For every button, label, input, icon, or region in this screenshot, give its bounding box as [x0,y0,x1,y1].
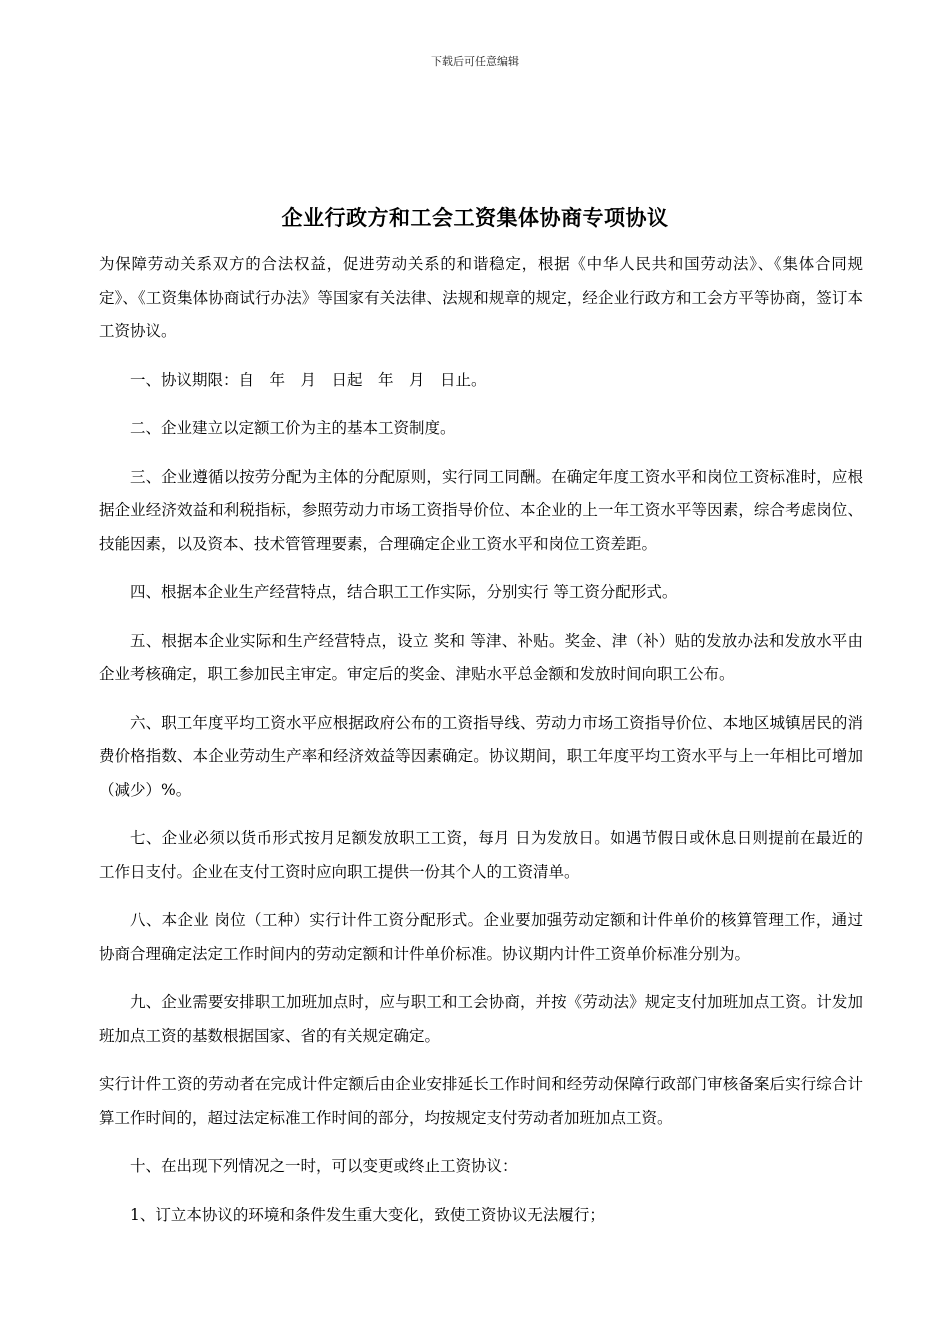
document-title: 企业行政方和工会工资集体协商专项协议 [281,205,669,230]
page-header: 下载后可任意编辑 [431,55,519,68]
paragraph-change-termination: 十、在出现下列情况之一时，可以变更或终止工资协议： [130,1157,518,1175]
paragraph-overtime: 九、企业需要安排职工加班加点时，应与职工和工会协商，并按《劳动法》规定支付加班加点工资。计发加班加点工资的基数根据国家、省的有关规定确定。 [99,993,863,1045]
paragraph-wage-forms: 四、根据本企业生产经营特点，结合职工工作实际，分别实行 等工资分配形式。 [130,583,678,601]
paragraph-distribution-principle: 三、企业遵循以按劳分配为主体的分配原则，实行同工同酬。在确定年度工资水平和岗位工资标准时，应根据企业经济效益和利税指标，参照劳动力市场工资指导价位、本企业的上一年工资水平等因素，综合考虑岗位、技能因素，以及资本、技术管管理要素，合理确定企业工资水平和岗位工资差距。 [99,467,863,553]
paragraph-term: 一、协议期限：自 年 月 日起 年 月 日止。 [130,370,487,389]
paragraph-condition-1: 1、订立本协议的环境和条件发生重大变化，致使工资协议无法履行； [130,1205,605,1224]
paragraph-preamble: 为保障劳动关系双方的合法权益，促进劳动关系的和谐稳定，根据《中华人民共和国劳动法》、《集体合同规定》、《工资集体协商试行办法》等国家有关法律、法规和规章的规定，经企业行政方和工会方平等协商，签订本工资协议。 [99,255,863,340]
paragraph-piece-rate-overtime: 实行计件工资的劳动者在完成计件定额后由企业安排延长工作时间和经劳动保障行政部门审核备案后实行综合计算工作时间的，超过法定标准工作时间的部分，均按规定支付劳动者加班加点工资。 [99,1075,863,1127]
paragraph-wage-system: 二、企业建立以定额工价为主的基本工资制度。 [130,419,456,437]
paragraph-piece-rate: 八、本企业 岗位（工种）实行计件工资分配形式。企业要加强劳动定额和计件单价的核算管理工作，通过协商合理确定法定工作时间内的劳动定额和计件单价标准。协议期内计件工资单价标准分别为。 [99,911,863,963]
paragraph-average-wage: 六、职工年度平均工资水平应根据政府公布的工资指导线、劳动力市场工资指导价位、本地区城镇居民的消费价格指数、本企业劳动生产率和经济效益等因素确定。协议期间，职工年度平均工资水平与上一年相比可增加（减少）%。 [99,713,863,799]
paragraph-bonus-allowance: 五、根据本企业实际和生产经营特点，设立 奖和 等津、补贴。奖金、津（补）贴的发放办法和发放水平由企业考核确定，职工参加民主审定。审定后的奖金、津贴水平总金额和发放时间向职工公布。 [99,631,863,683]
document-body [99,248,863,1247]
paragraph-payment: 七、企业必须以货币形式按月足额发放职工工资，每月 日为发放日。如遇节假日或休息日则提前在最近的工作日支付。企业在支付工资时应向职工提供一份其个人的工资清单。 [99,829,863,881]
